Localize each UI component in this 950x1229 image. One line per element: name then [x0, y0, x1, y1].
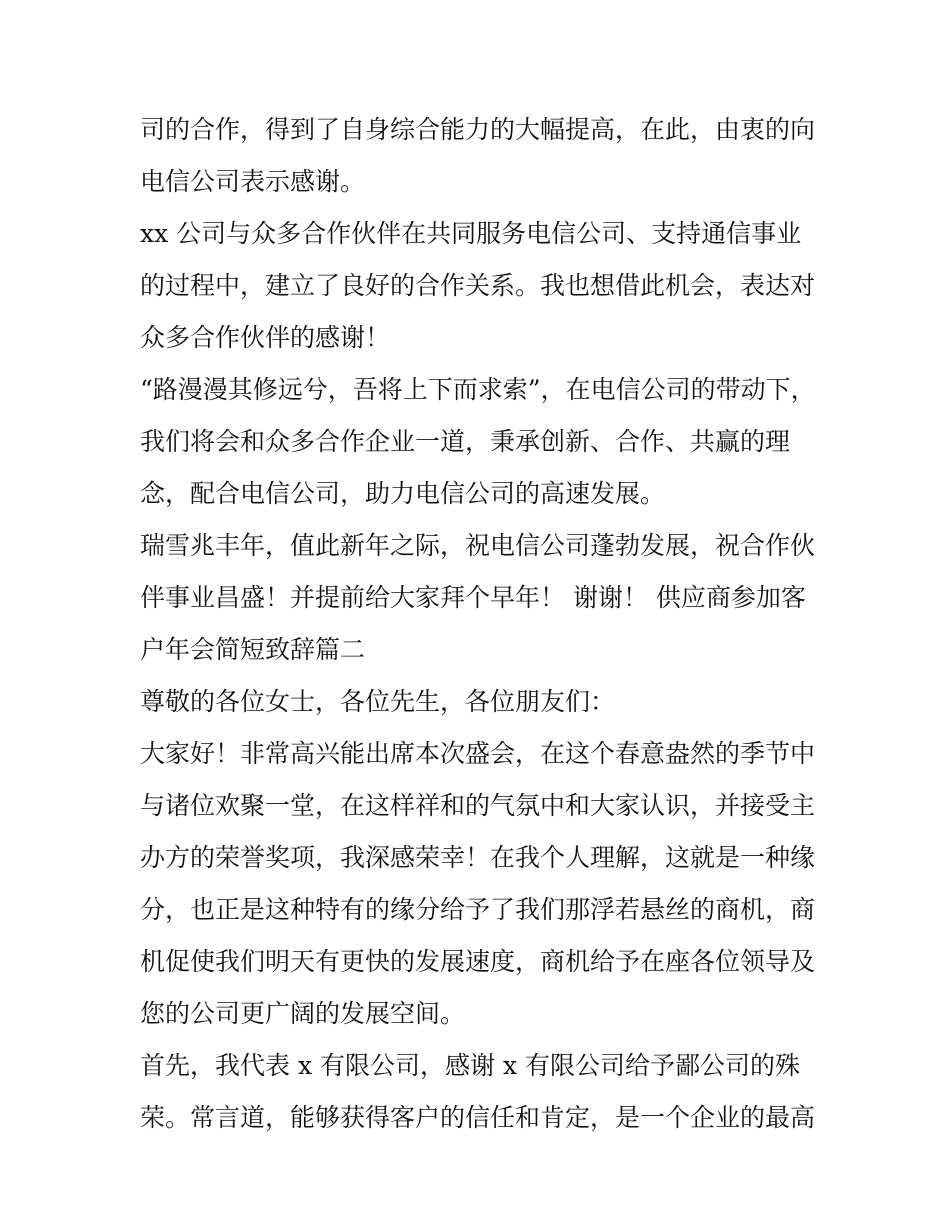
document-body	[140, 104, 820, 1144]
text-line: 司的合作，得到了自身综合能力的大幅提高，在此，由衷的向	[140, 115, 816, 144]
text-line: 机促使我们明天有更快的发展速度，商机给予在座各位领导及	[140, 947, 816, 976]
text-line: 荣。常言道，能够获得客户的信任和肯定，是一个企业的最高	[140, 1103, 816, 1132]
text-line: 与诸位欢聚一堂，在这样祥和的气氛中和大家认识，并接受主	[140, 791, 816, 820]
text-line: 念，配合电信公司，助力电信公司的高速发展。	[140, 479, 666, 508]
text-line: 的过程中，建立了良好的合作关系。我也想借此机会，表达对	[140, 271, 816, 300]
text-line: 分，也正是这种特有的缘分给予了我们那浮若悬丝的商机，商	[140, 895, 816, 924]
text-line: 众多合作伙伴的感谢！	[140, 323, 391, 352]
text-line: xx 公司与众多合作伙伴在共同服务电信公司、支持通信事业	[140, 219, 802, 248]
text-line: “路漫漫其修远兮，吾将上下而求索”，在电信公司的带动下，	[140, 375, 816, 404]
text-line: 尊敬的各位女士，各位先生，各位朋友们：	[140, 687, 616, 716]
text-line: 我们将会和众多合作企业一道，秉承创新、合作、共赢的理	[140, 427, 791, 456]
text-line: 伴事业昌盛！并提前给大家拜个早年！ 谢谢！ 供应商参加客	[140, 583, 806, 612]
text-line: 户年会简短致辞篇二	[140, 635, 366, 664]
text-line: 首先，我代表 x 有限公司，感谢 x 有限公司给予鄙公司的殊	[140, 1051, 800, 1080]
text-line: 大家好！非常高兴能出席本次盛会，在这个春意盎然的季节中	[140, 739, 816, 768]
text-line: 您的公司更广阔的发展空间。	[140, 999, 466, 1028]
text-line: 电信公司表示感谢。	[140, 167, 366, 196]
text-line: 办方的荣誉奖项，我深感荣幸！在我个人理解，这就是一种缘	[140, 843, 816, 872]
text-line: 瑞雪兆丰年，值此新年之际，祝电信公司蓬勃发展，祝合作伙	[140, 531, 816, 560]
